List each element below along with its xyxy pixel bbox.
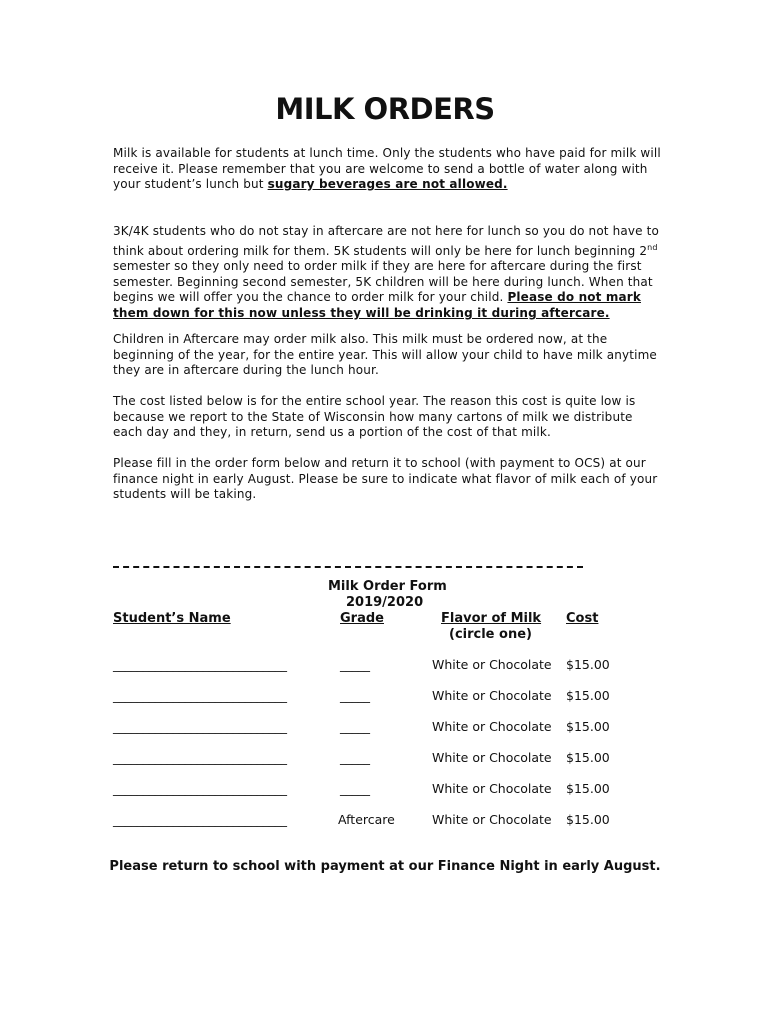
intro-emphasis: sugary beverages are not allowed. xyxy=(267,177,508,192)
cost-value: $15.00 xyxy=(566,688,610,703)
instructions-paragraph: Please fill in the order form below and return it to school (with payment to OCS) at our finance night in early August. Please be sure to indicate what flavor of milk each of your students will be taking. xyxy=(113,456,658,502)
header-flavor: Flavor of Milk xyxy=(441,611,542,626)
flavor-choice[interactable]: White or Chocolate xyxy=(432,719,552,734)
flavor-choice[interactable]: White or Chocolate xyxy=(432,781,552,796)
grade-blank[interactable]: _____ xyxy=(340,720,370,734)
intro-paragraph xyxy=(113,146,661,193)
return-note: Please return to school with payment at our Finance Night in early August. xyxy=(109,859,661,874)
flavor-choice[interactable]: White or Chocolate xyxy=(432,657,552,672)
kindergarten-paragraph xyxy=(113,224,661,322)
flavor-choice[interactable]: White or Chocolate xyxy=(432,750,552,765)
cost-value: $15.00 xyxy=(566,750,610,765)
kindergarten-text-b: semester so they only need to order milk if they are here for aftercare during the first semester. Beginning second semester, 5K children will be here during lunch. When that begins we will offer you the chance to order milk for your child. xyxy=(113,259,653,305)
student-name-blank[interactable]: _____________________________ xyxy=(113,720,287,734)
cost-value: $15.00 xyxy=(566,657,610,672)
student-name-blank[interactable]: _____________________________ xyxy=(113,751,287,765)
aftercare-paragraph: Children in Aftercare may order milk also. This milk must be ordered now, at the beginning of the year, for the entire year. This will allow your child to have milk anytime they are in aftercare during the lunch hour. xyxy=(113,332,657,378)
student-name-blank[interactable]: _____________________________ xyxy=(113,689,287,703)
grade-aftercare: Aftercare xyxy=(338,812,395,827)
intro-text: Milk is available for students at lunch time. Only the students who have paid for milk will receive it. Please remember that you are welcome to send a bottle of water along with your student’s lunch but xyxy=(113,146,661,192)
cost-value: $15.00 xyxy=(566,812,610,827)
header-student-name: Student’s Name xyxy=(113,611,231,626)
student-name-blank[interactable]: _____________________________ xyxy=(113,782,287,796)
flavor-choice[interactable]: White or Chocolate xyxy=(432,812,552,827)
kindergarten-emphasis: Please do not mark them down for this now unless they will be drinking it during aftercare. xyxy=(113,290,641,320)
cost-paragraph: The cost listed below is for the entire school year. The reason this cost is quite low is because we report to the State of Wisconsin how many cartons of milk we distribute each day and they, in return, send us a portion of the cost of that milk. xyxy=(113,394,636,440)
form-title: Milk Order Form xyxy=(328,579,447,594)
page-title: MILK ORDERS xyxy=(275,92,495,126)
kindergarten-text-a: 3K/4K students who do not stay in aftercare are not here for lunch so you do not have to think about ordering milk for them. 5K students will only be here for lunch beginning 2 xyxy=(113,224,659,258)
form-year: 2019/2020 xyxy=(346,595,424,610)
student-name-blank[interactable]: _____________________________ xyxy=(113,658,287,672)
cut-line-divider xyxy=(113,566,583,568)
cost-value: $15.00 xyxy=(566,781,610,796)
flavor-choice[interactable]: White or Chocolate xyxy=(432,688,552,703)
grade-blank[interactable]: _____ xyxy=(340,751,370,765)
header-cost: Cost xyxy=(566,611,599,626)
student-name-blank[interactable]: _____________________________ xyxy=(113,813,287,827)
ordinal-superscript: nd xyxy=(647,242,658,252)
header-grade: Grade xyxy=(340,611,384,626)
grade-blank[interactable]: _____ xyxy=(340,782,370,796)
grade-blank[interactable]: _____ xyxy=(340,658,370,672)
grade-blank[interactable]: _____ xyxy=(340,689,370,703)
cost-value: $15.00 xyxy=(566,719,610,734)
header-flavor-note: (circle one) xyxy=(449,627,532,642)
